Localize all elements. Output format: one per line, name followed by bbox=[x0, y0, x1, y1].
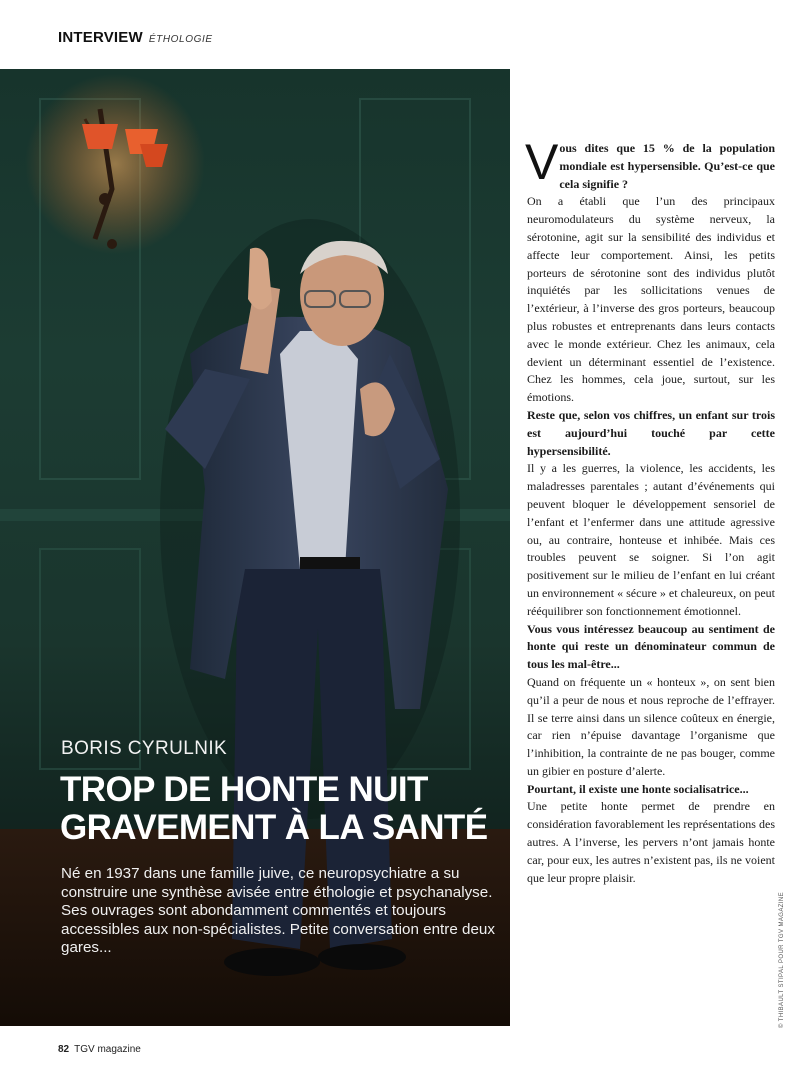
section-label: INTERVIEW bbox=[58, 29, 143, 46]
page-header bbox=[58, 29, 213, 49]
question-paragraph bbox=[525, 134, 775, 193]
interviewee-name: BORIS CYRULNIK bbox=[61, 738, 228, 759]
page-number: 82 bbox=[58, 1044, 70, 1055]
answer-paragraph: Une petite honte permet de prendre en considération favorablement les représentations des autres. A l’inverse, les pervers n’ont jamais honte car, pour eux, les autres n’existent pas, ils ne voient que leur propre plaisir. bbox=[527, 799, 775, 885]
drop-cap: V bbox=[525, 134, 559, 190]
rubric-label: ÉTHOLOGIE bbox=[148, 34, 213, 45]
photo-credit: © THIBAULT STIPAL POUR TGV MAGAZINE bbox=[779, 891, 785, 1028]
headline-line: GRAVEMENT À LA SANTÉ bbox=[60, 808, 488, 847]
magazine-name: TGV magazine bbox=[74, 1044, 141, 1055]
portrait-photo bbox=[0, 69, 510, 1026]
headline bbox=[60, 771, 500, 847]
headline-line: TROP DE HONTE NUIT bbox=[60, 770, 428, 809]
page-footer bbox=[58, 1044, 141, 1055]
answer-paragraph: Il y a les guerres, la violence, les accidents, les maladresses parentales ; autant d’événements qui peuvent bloquer le développement sensoriel de l’enfant et l’enfermer dans une attitude agressive ou, au contraire, honteuse et inhibée. Mais ces troubles peuvent se soigner. Si l’on agit positivement sur le milieu de l’enfant en lui créant un environnement « sécure » et chaleureux, on peut rééquilibrer son fonctionnement émotionnel. bbox=[527, 461, 775, 618]
answer-paragraph: On a établi que l’un des principaux neuromodulateurs du système nerveux, la sérotonine, agit sur la sensibilité des individus et affecte leur comportement. Ainsi, les petits porteurs de sérotonine sont des individus plutôt inquiétés par les sollicitations venues de l’extérieur, à l’inverse des gros porteurs, beaucoup plus robustes et entreprenants dans leurs contacts avec le monde extérieur. Chez les animaux, cela devient un déterminant essentiel de l’existence. Chez les hommes, cela joue, surtout, sur les émotions. bbox=[527, 194, 775, 405]
question-paragraph: Reste que, selon vos chiffres, un enfant sur trois est aujourd’hui touché par cette hypersensibilité. bbox=[527, 407, 775, 458]
question-paragraph: Pourtant, il existe une honte socialisatrice... bbox=[527, 781, 749, 796]
article-column bbox=[525, 134, 775, 887]
question-paragraph: Vous vous intéressez beaucoup au sentiment de honte qui reste un dénominateur commun de tous les mal-être... bbox=[527, 621, 775, 672]
intro-paragraph: Né en 1937 dans une famille juive, ce neuropsychiatre a su construire une synthèse avisée entre éthologie et psychanalyse. Ses ouvrages sont abondamment commentés et toujours accessibles aux non-spécialistes. Petite conversation entre deux gares... bbox=[61, 865, 495, 957]
answer-paragraph: Quand on fréquente un « honteux », on sent bien qu’il a peur de nous et nous reproche de l’effrayer. Il se terre ainsi dans un silence coûteux en énergie, car rien n’épuise davantage l’organisme que l’inhibition, la contrainte de ne pas bouger, comme un gibier en posture d’alerte. bbox=[527, 674, 775, 778]
question-text: ous dites que 15 % de la population mondiale est hypersensible. Qu’est-ce que cela signifie ? bbox=[559, 141, 775, 191]
photo-text-overlay bbox=[0, 69, 510, 1026]
